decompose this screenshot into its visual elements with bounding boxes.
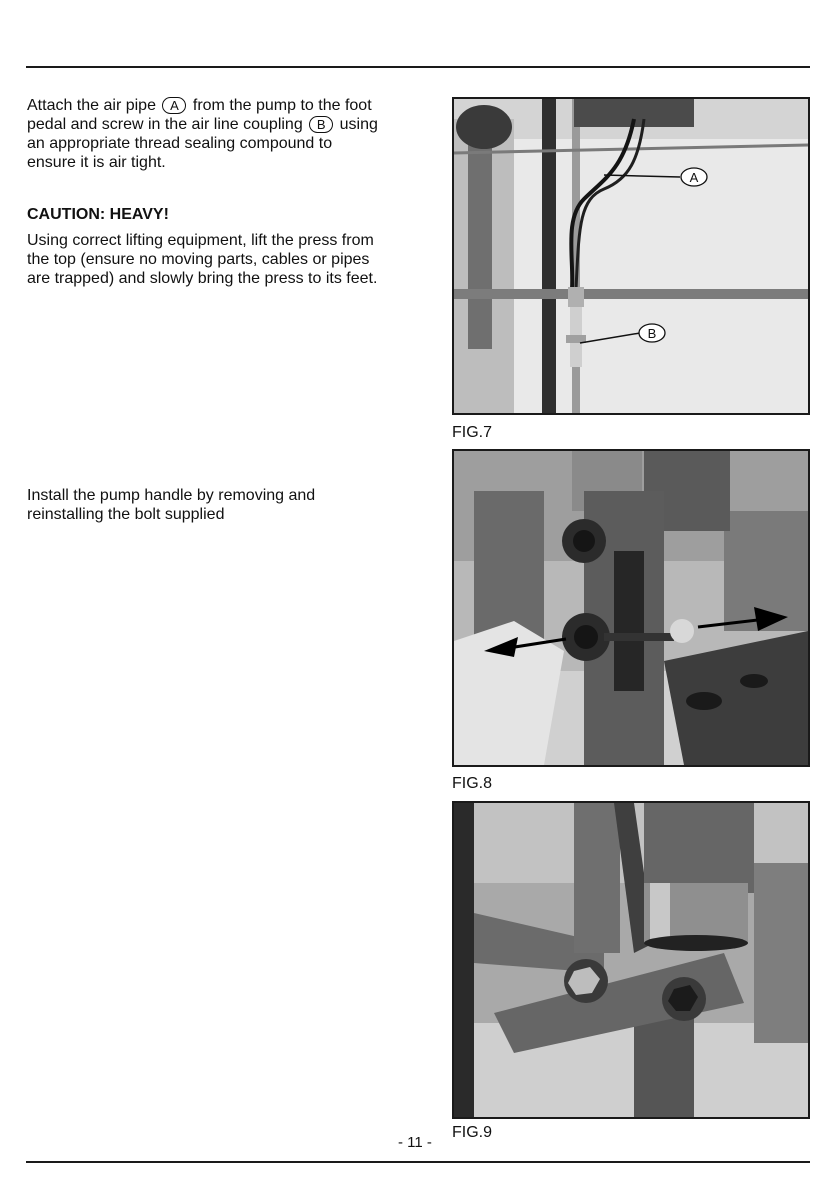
figure-7-photo	[452, 97, 810, 415]
pump-handle-instructions	[27, 486, 427, 524]
figure-callout-a: A	[689, 170, 699, 185]
text-line: Using correct lifting equipment, lift the press from	[27, 232, 374, 249]
page-number: - 11 -	[398, 1134, 432, 1151]
text-fragment: using	[339, 116, 378, 133]
pump-handle-photo	[454, 451, 808, 765]
figure-callout-b: B	[647, 326, 657, 341]
figure-7-caption: FIG.7	[452, 424, 493, 441]
text-fragment: from the pump to the foot	[192, 97, 372, 114]
header-rule	[26, 66, 810, 68]
figure-9-photo	[452, 801, 810, 1119]
lifting-instructions	[27, 231, 427, 288]
bolt-assembly-photo	[454, 803, 808, 1117]
callout-marker-b: B	[309, 116, 333, 133]
air-line-photo	[454, 99, 808, 413]
callout-marker-a: A	[162, 97, 186, 114]
text-line: ensure it is air tight.	[27, 154, 166, 171]
footer-rule	[26, 1161, 810, 1163]
text-line: reinstalling the bolt supplied	[27, 506, 225, 523]
text-fragment: pedal and screw in the air line coupling	[27, 116, 303, 133]
text-line: the top (ensure no moving parts, cables or pipes	[27, 251, 370, 268]
text-line: Install the pump handle by removing and	[27, 487, 316, 504]
caution-heading: CAUTION: HEAVY!	[27, 206, 169, 223]
figure-9-caption: FIG.9	[452, 1124, 493, 1141]
text-line: an appropriate thread sealing compound to	[27, 135, 333, 152]
air-pipe-instructions	[27, 96, 427, 172]
text-line: are trapped) and slowly bring the press to its feet.	[27, 270, 378, 287]
figure-8-caption: FIG.8	[452, 775, 493, 792]
figure-8-photo	[452, 449, 810, 767]
text-fragment: Attach the air pipe	[27, 97, 156, 114]
